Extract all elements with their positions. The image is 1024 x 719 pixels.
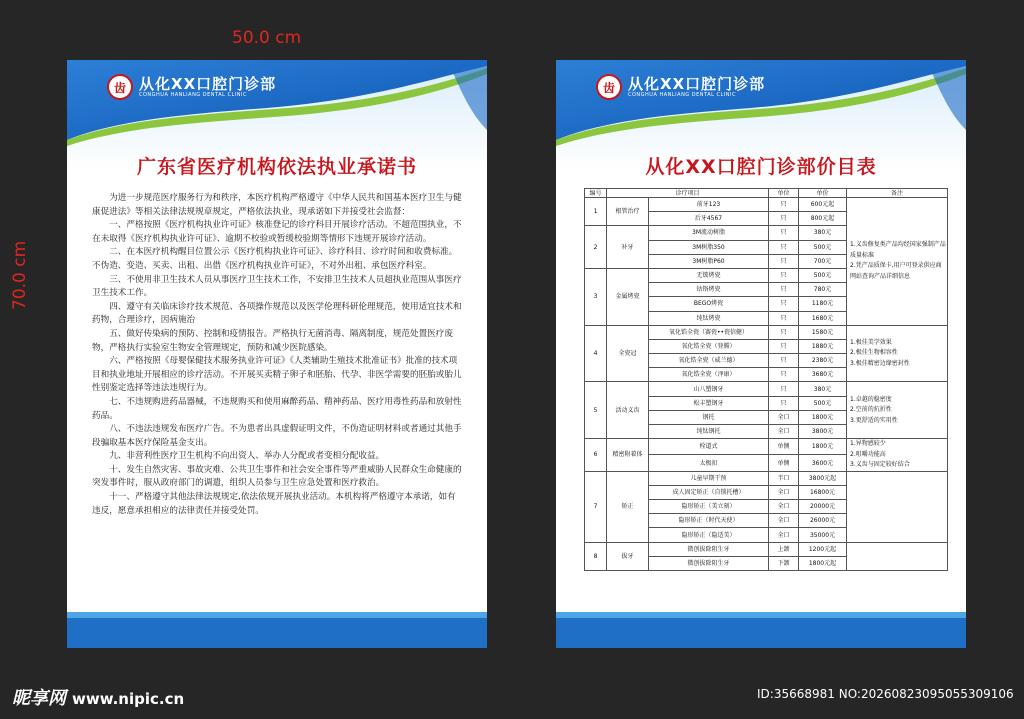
price-table (584, 188, 948, 571)
item-name: 纯钛烤瓷 (649, 311, 769, 325)
category-cell: 全瓷冠 (607, 325, 649, 382)
item-unit: 全口 (769, 425, 799, 439)
commitment-body (92, 192, 462, 518)
clinic-name: 从化XX口腔门诊部 (139, 74, 277, 93)
item-name: 3M流动树脂 (649, 226, 769, 240)
note-cell (847, 542, 948, 570)
item-price: 3800元起 (799, 471, 847, 485)
category-cell: 金属烤瓷 (607, 268, 649, 325)
item-price: 500元 (799, 240, 847, 254)
commitment-title: 广东省医疗机构依法执业承诺书 (136, 156, 417, 178)
item-name: 氧化锆全瓷（登腾） (649, 339, 769, 353)
category-cell: 矫正 (607, 471, 649, 542)
item-name: 山八塑钢牙 (649, 382, 769, 396)
item-unit: 只 (769, 254, 799, 268)
price-list-title: 从化XX口腔门诊部价目表 (645, 156, 877, 178)
item-unit: 只 (769, 283, 799, 297)
note-cell (847, 198, 948, 326)
watermark-site: 昵享网 (12, 688, 66, 709)
table-row (585, 471, 948, 485)
paragraph: 十、发生自然灾害、事故灾难、公共卫生事件和社会安全事件等严重威胁人民群众生命健康的突发事件时，服从政府部门的调遣，组织人员参与卫生应急处置和医疗救治。 (92, 464, 462, 489)
item-unit: 半口 (769, 471, 799, 485)
table-row (585, 382, 948, 396)
item-price: 35000元 (799, 528, 847, 542)
watermark-logo (12, 684, 184, 710)
item-price: 2380元 (799, 354, 847, 368)
header-price: 单价 (799, 189, 847, 198)
item-unit: 只 (769, 240, 799, 254)
header-note: 备注 (847, 189, 948, 198)
paragraph: 二、在本医疗机构醒目位置公示《医疗机构执业许可证》、诊疗科目、诊疗时间和收费标准。不伪造、变造、买卖、出租、出借《医疗机构执业许可证》，不对外出租、承包医疗科室。 (92, 247, 458, 271)
paragraph: 五、做好传染病的预防、控制和疫情报告。严格执行无菌消毒、隔离制度，规范处置医疗废物，严格执行实验室生物安全管理规定，预防和减少医院感染。 (92, 328, 453, 353)
watermark-url: www.nipic.cn (72, 690, 185, 708)
clinic-logo (107, 74, 276, 100)
note-line: 2.极佳生物相容性 (850, 349, 898, 357)
item-unit: 全口 (769, 528, 799, 542)
item-unit: 全口 (769, 514, 799, 528)
paragraph: 六、严格按照《母婴保健技术服务执业许可证》《人类辅助生殖技术批准证书》批准的技术项目和执业地址开展相应的诊疗活动。不开展买卖精子卵子和胚胎、代孕、非医学需要的胚胎或胎儿性别鉴定选择等违法违规行为。 (92, 356, 462, 394)
note-line: 3.义齿与固定较好结合 (850, 461, 910, 469)
item-price: 500元 (799, 268, 847, 282)
item-unit: 单侧 (769, 455, 799, 471)
item-unit: 只 (769, 382, 799, 396)
row-number: 7 (585, 471, 607, 542)
paragraph: 十一、严格遵守其他法律法规规定,依法依规开展执业活动。本机构将严格遵守本承诺，如有违反，愿意承担相应的法律责任并接受处罚。 (92, 492, 456, 516)
item-unit: 只 (769, 311, 799, 325)
category-cell: 精密附着体 (607, 439, 649, 472)
price-list-board (556, 60, 966, 648)
note-line: 3.极佳精密边缘密封性 (850, 359, 910, 367)
item-name: 钢托 (649, 410, 769, 424)
row-number: 5 (585, 382, 607, 439)
commitment-board (67, 60, 487, 648)
item-price: 600元起 (799, 198, 847, 212)
item-name: 纯钛钢托 (649, 425, 769, 439)
item-name: 隐形矫正（时代天使） (649, 514, 769, 528)
image-id-text: ID:35668981 NO:20260823095055309106 (757, 687, 1014, 701)
item-price: 700元 (799, 254, 847, 268)
item-price: 3680元 (799, 368, 847, 382)
item-name: 儿童早期干预 (649, 471, 769, 485)
note-cell (847, 471, 948, 542)
paragraph: 一、严格按照《医疗机构执业许可证》核准登记的诊疗科目开展诊疗活动。不超范围执业，不在未取得《医疗机构执业许可证》、逾期不校验或暂缓校验期等情形下违规开展诊疗活动。 (92, 220, 462, 244)
item-name: 栓道式 (649, 439, 769, 455)
header-unit: 单位 (769, 189, 799, 198)
item-unit: 全口 (769, 485, 799, 499)
item-name: 无铍烤瓷 (649, 268, 769, 282)
item-unit: 只 (769, 226, 799, 240)
item-name: BEGO烤瓷 (649, 297, 769, 311)
table-row (585, 325, 948, 339)
item-name: 成人固定矫正（自锁托槽） (649, 485, 769, 499)
item-name: 3M树脂P60 (649, 254, 769, 268)
tooth-logo-icon: 齿 (107, 74, 133, 100)
item-name: 钴铬烤瓷 (649, 283, 769, 297)
note-line: 1.极佳美学效果 (850, 338, 892, 346)
item-unit: 只 (769, 368, 799, 382)
item-price: 1680元 (799, 311, 847, 325)
item-name: 3M树脂350 (649, 240, 769, 254)
table-row (585, 198, 948, 212)
item-unit: 只 (769, 354, 799, 368)
item-name: 后牙4567 (649, 212, 769, 226)
paragraph: 七、不违规购进药品器械，不违规购买和使用麻醉药品、精神药品、医疗用毒性药品和放射性药品。 (92, 396, 462, 421)
row-number: 8 (585, 542, 607, 570)
clinic-name-en: CONGHUA HANLIANG DENTAL CLINIC (139, 91, 247, 98)
note-line: 2.空前的抗折性 (850, 406, 892, 414)
note-cell (847, 439, 948, 472)
item-unit: 只 (769, 212, 799, 226)
note-line: 1.卓越的稳密度 (850, 395, 892, 403)
clinic-name-en: CONGHUA HANLIANG DENTAL CLINIC (628, 91, 736, 98)
clinic-name: 从化XX口腔门诊部 (628, 74, 766, 93)
item-price: 1800元 (799, 410, 847, 424)
item-unit: 只 (769, 268, 799, 282)
item-name: 氧化锆全瓷（威兰德） (649, 354, 769, 368)
item-unit: 下颌 (769, 556, 799, 570)
item-unit: 全口 (769, 410, 799, 424)
table-row (585, 542, 948, 556)
paragraph: 为进一步规范医疗服务行为和秩序，本医疗机构严格遵守《中华人民共和国基本医疗卫生与健康促进法》等相关法律法规规章规定，严格依法执业，现承诺如下并接受社会监督： (92, 193, 462, 217)
item-price: 780元 (799, 283, 847, 297)
category-cell: 根管治疗 (607, 198, 649, 226)
row-number: 4 (585, 325, 607, 382)
item-name: 隐形矫正（美立刻） (649, 500, 769, 514)
header-no: 编号 (585, 189, 607, 198)
footer-band (556, 618, 966, 648)
item-name: 微创拔除阻生牙 (649, 556, 769, 570)
item-price: 3800元 (799, 425, 847, 439)
item-name: 隐形矫正（隐适美） (649, 528, 769, 542)
row-number: 3 (585, 268, 607, 325)
note-line: 3.更舒适的实用性 (850, 416, 898, 424)
item-price: 1880元 (799, 339, 847, 353)
item-price: 26000元 (799, 514, 847, 528)
category-cell: 活动义齿 (607, 382, 649, 439)
row-number: 6 (585, 439, 607, 472)
table-row (585, 439, 948, 455)
item-name: 太极扣 (649, 455, 769, 471)
item-price: 1580元 (799, 325, 847, 339)
item-price: 16800元 (799, 485, 847, 499)
item-name: 松丰塑钢牙 (649, 396, 769, 410)
item-unit: 全口 (769, 500, 799, 514)
item-price: 380元 (799, 226, 847, 240)
item-price: 1800元 (799, 439, 847, 455)
table-header-row (585, 189, 948, 198)
note-line: 1.义齿修复类产品均经国家强制产品质量标准 (850, 241, 946, 259)
item-unit: 单侧 (769, 439, 799, 455)
item-price: 800元起 (799, 212, 847, 226)
note-line: 2.凭产品质保卡,用户可登录供应商网站查询产品详细信息 (850, 262, 942, 280)
item-name: 氧化锆全瓷（赛瓷••瓷信健） (649, 325, 769, 339)
category-cell: 拔牙 (607, 542, 649, 570)
header-item: 诊疗项目 (607, 189, 769, 198)
note-cell (847, 325, 948, 382)
item-name: 微创拔除阻生牙 (649, 542, 769, 556)
paragraph: 九、非营利性医疗卫生机构不向出资人、举办人分配或者变相分配收益。 (109, 451, 385, 462)
height-dimension-label: 70.0 cm (10, 240, 30, 310)
item-unit: 只 (769, 297, 799, 311)
tooth-logo-icon: 齿 (596, 74, 622, 100)
item-unit: 只 (769, 396, 799, 410)
paragraph: 八、不违法违规发布医疗广告。不为患者出具虚假证明文件，不伪造证明材料或者通过其他手段骗取基本医疗保险基金支出。 (92, 424, 462, 448)
item-price: 1200元起 (799, 542, 847, 556)
footer-band (67, 618, 487, 648)
row-number: 1 (585, 198, 607, 226)
item-price: 3600元 (799, 455, 847, 471)
note-line: 1.异物感较少 (850, 440, 886, 448)
note-cell (847, 382, 948, 439)
width-dimension-label: 50.0 cm (232, 28, 302, 48)
item-name: 氧化锆全瓷（泽康） (649, 368, 769, 382)
item-price: 500元 (799, 396, 847, 410)
item-unit: 只 (769, 198, 799, 212)
item-unit: 只 (769, 325, 799, 339)
item-unit: 上颌 (769, 542, 799, 556)
paragraph: 三、不使用非卫生技术人员从事医疗卫生技术工作，不安排卫生技术人员超执业范围从事医疗卫生技术工作。 (92, 274, 462, 299)
item-price: 1800元起 (799, 556, 847, 570)
row-number: 2 (585, 226, 607, 269)
item-name: 前牙123 (649, 198, 769, 212)
item-price: 1180元 (799, 297, 847, 311)
clinic-logo (596, 74, 765, 100)
category-cell: 补牙 (607, 226, 649, 269)
paragraph: 四、遵守有关临床诊疗技术规范、各项操作规范以及医学伦理科研伦理规范，使用适宜技术和药物，合理诊疗，因病施治 (92, 301, 462, 326)
note-line: 2.咀嚼功能高 (850, 450, 886, 458)
item-price: 380元 (799, 382, 847, 396)
item-unit: 只 (769, 339, 799, 353)
item-price: 20000元 (799, 500, 847, 514)
